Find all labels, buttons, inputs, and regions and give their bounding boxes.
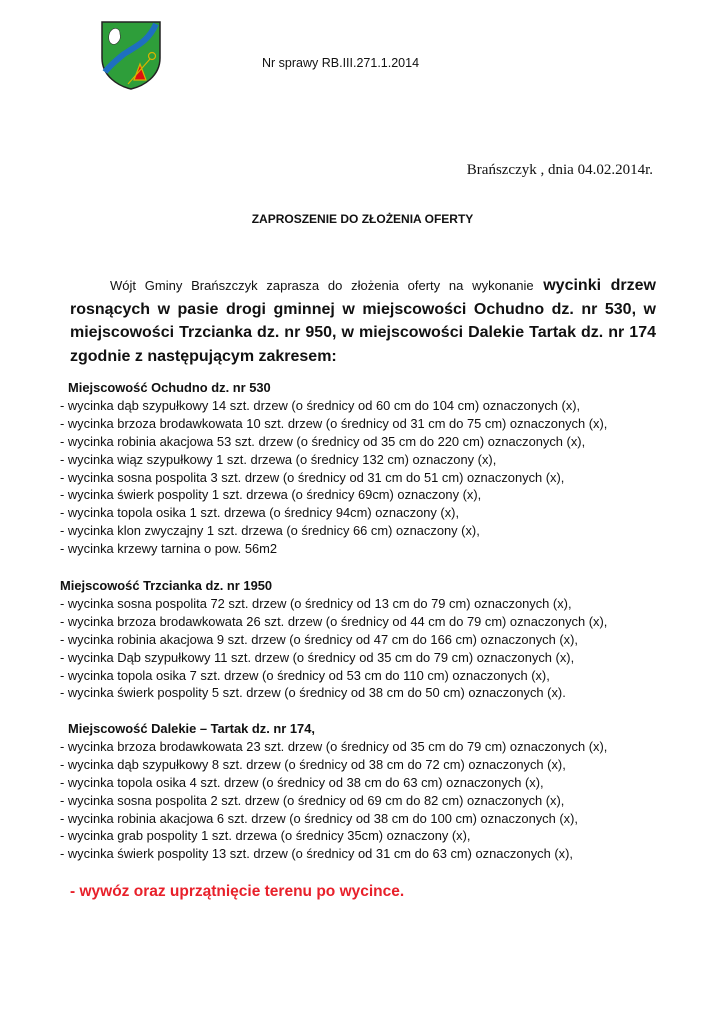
section-dalekie-tartak bbox=[60, 720, 700, 863]
list-item: - wycinka sosna pospolita 2 szt. drzew (o średnicy od 69 cm do 82 cm) oznaczonych (x), bbox=[60, 792, 565, 808]
list-item: - wycinka brzoza brodawkowata 23 szt. drzew (o średnicy od 35 cm do 79 cm) oznaczonych (x), bbox=[60, 738, 608, 754]
list-item: - wycinka sosna pospolita 3 szt. drzew (o średnicy od 31 cm do 51 cm) oznaczonych (x), bbox=[60, 469, 565, 485]
section-heading: Miejscowość Dalekie – Tartak dz. nr 174, bbox=[68, 721, 315, 736]
section-heading: Miejscowość Trzcianka dz. nr 1950 bbox=[60, 578, 273, 593]
list-item: - wycinka wiąz szypułkowy 1 szt. drzewa (o średnicy 132 cm) oznaczony (x), bbox=[60, 451, 497, 467]
section-heading: Miejscowość Ochudno dz. nr 530 bbox=[68, 380, 271, 395]
list-item: - wycinka topola osika 7 szt. drzew (o średnicy od 53 cm do 110 cm) oznaczonych (x), bbox=[60, 667, 550, 683]
intro-scope: wycinki drzew rosnących w pasie drogi gminnej w miejscowości Ochudno dz. nr 530, w miejscowości Trzcianka dz. nr 950, w miejscowości Dalekie Tartak dz. nr 174 zgodnie z następującym zakresem: bbox=[70, 277, 657, 365]
list-item: - wycinka świerk pospolity 1 szt. drzewa (o średnicy 69cm) oznaczony (x), bbox=[60, 487, 482, 503]
section-ochudno bbox=[60, 379, 700, 558]
list-item: - wycinka świerk pospolity 13 szt. drzew (o średnicy od 31 cm do 63 cm) oznaczonych (x), bbox=[60, 846, 573, 862]
document-title: ZAPROSZENIE DO ZŁOŻENIA OFERTY bbox=[251, 212, 474, 226]
list-item: - wycinka Dąb szypułkowy 11 szt. drzew (o średnicy od 35 cm do 79 cm) oznaczonych (x), bbox=[60, 649, 575, 665]
list-item: - wycinka robinia akacjowa 9 szt. drzew (o średnicy od 47 cm do 166 cm) oznaczonych (x), bbox=[60, 631, 578, 647]
list-item: - wycinka robinia akacjowa 6 szt. drzew (o średnicy od 38 cm do 100 cm) oznaczonych (x), bbox=[60, 810, 578, 826]
list-item: - wycinka dąb szypułkowy 14 szt. drzew (o średnicy od 60 cm do 104 cm) oznaczonych (x), bbox=[60, 397, 581, 413]
list-item: - wycinka brzoza brodawkowata 26 szt. drzew (o średnicy od 44 cm do 79 cm) oznaczonych (x), bbox=[60, 613, 608, 629]
list-item: - wycinka klon zwyczajny 1 szt. drzewa (o średnicy 66 cm) oznaczony (x), bbox=[60, 523, 480, 539]
case-number: Nr sprawy RB.III.271.1.2014 bbox=[262, 56, 420, 70]
coat-of-arms-logo bbox=[100, 20, 162, 90]
final-item: - wywóz oraz uprzątnięcie terenu po wycince. bbox=[70, 883, 405, 900]
list-item: - wycinka grab pospolity 1 szt. drzewa (o średnicy 35cm) oznaczony (x), bbox=[60, 828, 471, 844]
list-item: - wycinka topola osika 4 szt. drzew (o średnicy od 38 cm do 63 cm) oznaczonych (x), bbox=[60, 774, 544, 790]
intro-lead: Wójt Gminy Brańszczyk zaprasza do złożenia oferty na wykonanie bbox=[110, 278, 534, 293]
list-item: - wycinka robinia akacjowa 53 szt. drzew (o średnicy od 35 cm do 220 cm) oznaczonych (x), bbox=[60, 433, 586, 449]
list-item: - wycinka topola osika 1 szt. drzewa (o średnicy 94cm) oznaczony (x), bbox=[60, 505, 460, 521]
list-item: - wycinka świerk pospolity 5 szt. drzew (o średnicy od 38 cm do 50 cm) oznaczonych (x). bbox=[60, 685, 566, 701]
list-item: - wycinka sosna pospolita 72 szt. drzew (o średnicy od 13 cm do 79 cm) oznaczonych (x), bbox=[60, 595, 572, 611]
list-item: - wycinka brzoza brodawkowata 10 szt. drzew (o średnicy od 31 cm do 75 cm) oznaczonych (x), bbox=[60, 415, 608, 431]
place-date: Brańszczyk , dnia 04.02.2014r. bbox=[466, 162, 653, 178]
list-item: - wycinka krzewy tarnina o pow. 56m2 bbox=[60, 541, 278, 557]
list-item: - wycinka dąb szypułkowy 8 szt. drzew (o średnicy od 38 cm do 72 cm) oznaczonych (x), bbox=[60, 756, 566, 772]
intro-paragraph bbox=[70, 274, 656, 368]
section-trzcianka bbox=[60, 577, 700, 702]
